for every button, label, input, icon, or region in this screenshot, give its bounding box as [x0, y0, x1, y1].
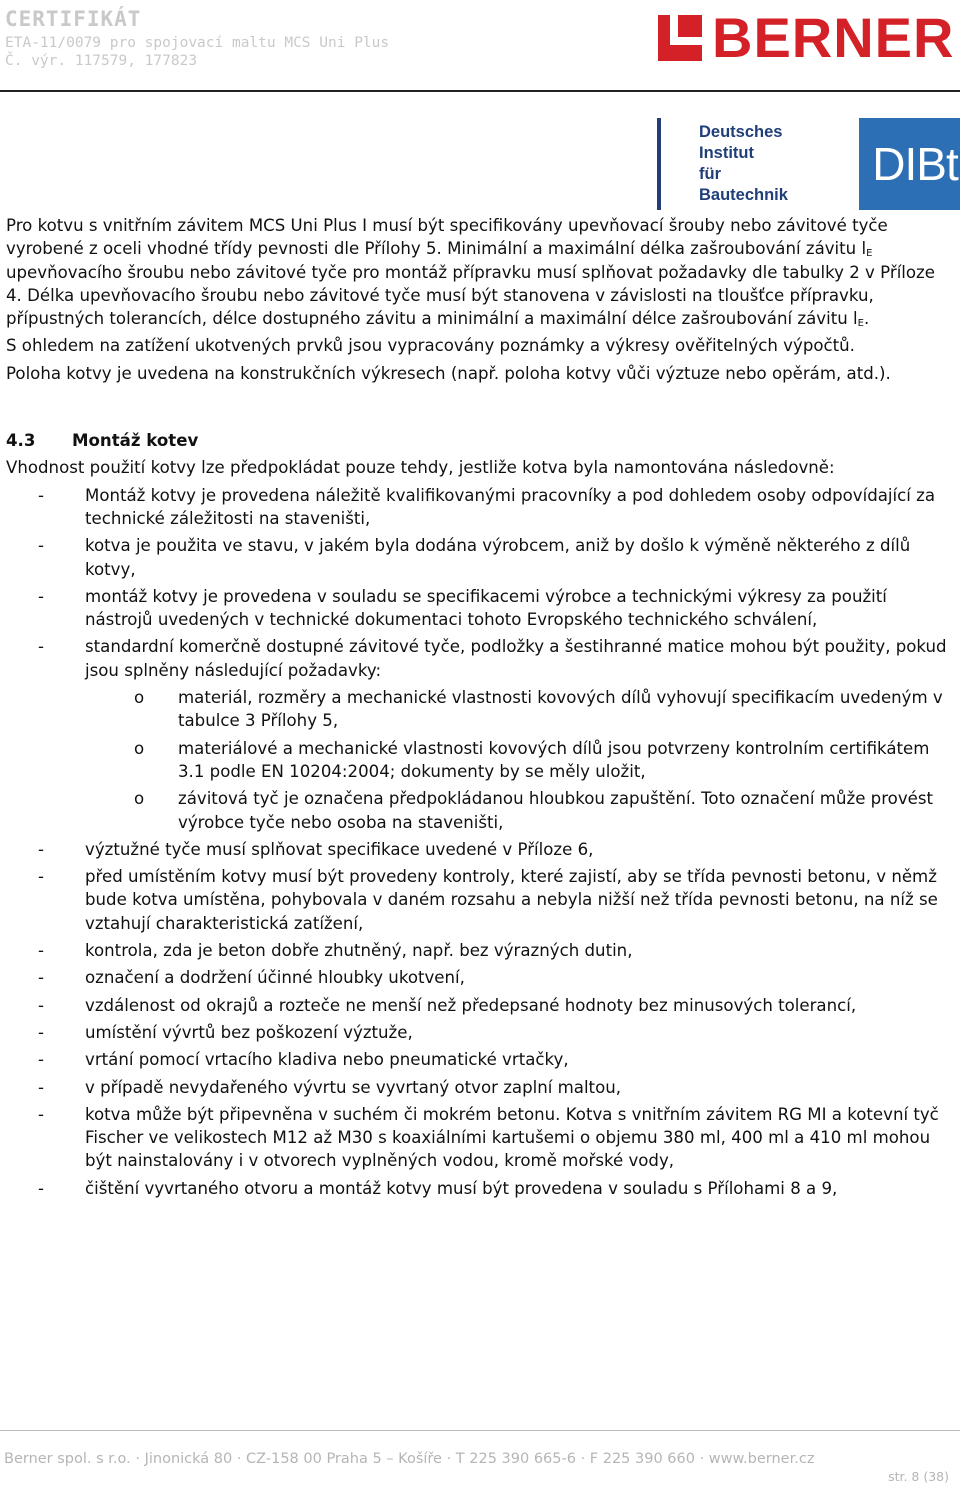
- dibt-logo: [657, 118, 960, 210]
- section-title: Montáž kotev: [72, 431, 199, 451]
- sub-list-item-text: materiálové a mechanické vlastnosti kovových dílů jsou potvrzeny kontrolním certifikátem 3.1 podle EN 10204:2004; dokumenty by se měly uložit,: [178, 738, 930, 781]
- list-item-text: v případě nevydařeného vývrtu se vyvrtaný otvor zaplní maltou,: [85, 1077, 622, 1097]
- section-intro: Vhodnost použití kotvy lze předpokládat pouze tehdy, jestliže kotva byla namontována následovně:: [6, 458, 835, 478]
- list-item: [6, 484, 952, 531]
- dash-marker: -: [38, 1077, 44, 1097]
- text-span: upevňovacího šroubu nebo závitové tyče pro montáž přípravku musí splňovat požadavky dle tabulky 2 v Příloze 4. Délka upevňovacího šroubu nebo závitové tyče musí být stanovena v závislosti na tloušťce přípravku, přípustných tolerancích, délce dostupného závitu a minimální a maximální délce zašroubování závitu l: [6, 262, 935, 329]
- list-item: [6, 534, 952, 581]
- list-item: [6, 1177, 952, 1200]
- subscript: E: [866, 248, 873, 260]
- list-item-text: montáž kotvy je provedena v souladu se specifikacemi výrobce a technickými výkresy za použití nástrojů uvedených v technické dokumentaci tohoto Evropského technického schválení,: [85, 586, 887, 630]
- text-span: .: [863, 309, 870, 329]
- list-item: [6, 1076, 952, 1099]
- list-item-text: označení a dodržení účinné hloubky ukotvení,: [85, 968, 465, 988]
- dash-marker: -: [38, 941, 44, 961]
- bullet-marker: o: [134, 738, 145, 758]
- dash-marker: -: [38, 1104, 44, 1124]
- document-subtitle: ETA-11/0079 pro spojovací maltu MCS Uni Plus: [5, 35, 390, 51]
- dash-marker: -: [38, 995, 44, 1015]
- sub-list-item: [6, 686, 952, 733]
- berner-mark-icon: [658, 15, 702, 61]
- list-item-text: výztužné tyče musí splňovat specifikace uvedené v Příloze 6,: [85, 839, 594, 859]
- list-item: [6, 1103, 952, 1173]
- order-number: Č. výr. 117579, 177823: [5, 53, 198, 69]
- berner-logo: [658, 6, 955, 69]
- list-item-text: standardní komerčně dostupné závitové tyče, podložky a šestihranné matice mohou být použity, pokud jsou splněny následující požadavky:: [85, 637, 947, 680]
- dibt-logo-text: [699, 118, 859, 210]
- dash-marker: -: [38, 968, 44, 988]
- list-item-text: kontrola, zda je beton dobře zhutněný, např. bez výrazných dutin,: [85, 941, 633, 961]
- subscript: E: [857, 318, 864, 330]
- list-item: [6, 1021, 952, 1044]
- paragraph-screws: [6, 214, 952, 330]
- list-item-text: Montáž kotvy je provedena náležitě kvalifikovanými pracovníky a pod dohledem osoby odpovídající za technické záležitosti na staveništi,: [85, 485, 936, 528]
- bullet-marker: o: [134, 789, 145, 809]
- list-item: [6, 1048, 952, 1071]
- dash-marker: -: [38, 586, 44, 606]
- dibt-logo-bar: [657, 118, 661, 210]
- page-number: str. 8 (38): [888, 1469, 949, 1484]
- sub-list-item-text: materiál, rozměry a mechanické vlastnosti kovových dílů vyhovují specifikacím uvedeným v tabulce 3 Přílohy 5,: [178, 688, 943, 731]
- sub-list-item-text: závitová tyč je označena předpokládanou hloubkou zapuštění. Toto označení může provést výrobce tyče nebo osoba na staveništi,: [178, 789, 933, 832]
- bullet-marker: o: [134, 688, 145, 708]
- paragraph-position: Poloha kotvy je uvedena na konstrukčních výkresech (např. poloha kotvy vůči výztuze nebo opěrám, atd.).: [6, 363, 891, 383]
- list-item-text: kotva může být připevněna v suchém či mokrém betonu. Kotva s vnitřním závitem RG MI a kotevní tyč Fischer ve velikostech M12 až M30 s koaxiálními kartušemi o objemu 380 ml, 400 ml a 410 ml mohou být nainstalovány i v otvorech vyplněných vodou, kromě mořské vody,: [85, 1104, 939, 1171]
- sub-list-item: [6, 737, 952, 784]
- berner-logo-text: BERNER: [712, 6, 955, 69]
- dash-marker: -: [38, 867, 44, 887]
- dash-marker: -: [38, 637, 44, 657]
- list-item-text: vrtání pomocí vrtacího kladiva nebo pneumatické vrtačky,: [85, 1050, 569, 1070]
- section-number: 4.3: [6, 431, 36, 451]
- dash-marker: -: [38, 1178, 44, 1198]
- header-divider: [0, 90, 960, 92]
- document-body: [6, 214, 952, 1200]
- dibt-line-3: für: [699, 165, 721, 183]
- dibt-line-4: Bautechnik: [699, 186, 788, 204]
- list-item-text: umístění vývrtů bez poškození výztuže,: [85, 1022, 413, 1042]
- list-item: [6, 966, 952, 989]
- list-item: [6, 994, 952, 1017]
- dash-marker: -: [38, 536, 44, 556]
- list-item-text: čištění vyvrtaného otvoru a montáž kotvy musí být provedena v souladu s Přílohami 8 a 9,: [85, 1178, 838, 1198]
- list-item: [6, 865, 952, 935]
- dibt-line-1: Deutsches: [699, 123, 783, 141]
- section-heading: [6, 429, 952, 452]
- dash-marker: -: [38, 485, 44, 505]
- footer-divider: [0, 1430, 960, 1431]
- document-title: CERTIFIKÁT: [5, 7, 142, 31]
- footer-address: Berner spol. s r.o. · Jinonická 80 · CZ-158 00 Praha 5 – Košíře · T 225 390 665-6 · F 225 390 660 · www.berner.cz: [4, 1451, 815, 1467]
- list-item-text: vzdálenost od okrajů a rozteče ne menší než předepsané hodnoty bez minusových tolerancí,: [85, 995, 857, 1015]
- dibt-logo-box: DIBt: [859, 118, 960, 210]
- list-item: [6, 635, 952, 682]
- dash-marker: -: [38, 839, 44, 859]
- list-item: [6, 939, 952, 962]
- list-item: [6, 585, 952, 632]
- sub-list-item: [6, 787, 952, 834]
- list-item-text: před umístěním kotvy musí být provedeny kontroly, které zajistí, aby se třída pevnosti betonu, v němž bude kotva umístěna, pohybovala v daném rozsahu a nebyla nižší než třída pevnosti betonu, na níž se vztahují charakteristická zatížení,: [85, 867, 938, 933]
- text-span: Pro kotvu s vnitřním závitem MCS Uni Plus I musí být specifikovány upevňovací šrouby nebo závitové tyče vyrobené z oceli vhodné třídy pevnosti dle Přílohy 5. Minimální a maximální délka zašroubování závitu l: [6, 216, 888, 259]
- dash-marker: -: [38, 1050, 44, 1070]
- list-item: [6, 838, 952, 861]
- paragraph-calculations: S ohledem na zatížení ukotvených prvků jsou vypracovány poznámky a výkresy ověřitelných výpočtů.: [6, 336, 855, 356]
- list-item-text: kotva je použita ve stavu, v jakém byla dodána výrobcem, aniž by došlo k výměně některého z dílů kotvy,: [85, 536, 911, 579]
- dash-marker: -: [38, 1022, 44, 1042]
- dibt-line-2: Institut: [699, 144, 754, 162]
